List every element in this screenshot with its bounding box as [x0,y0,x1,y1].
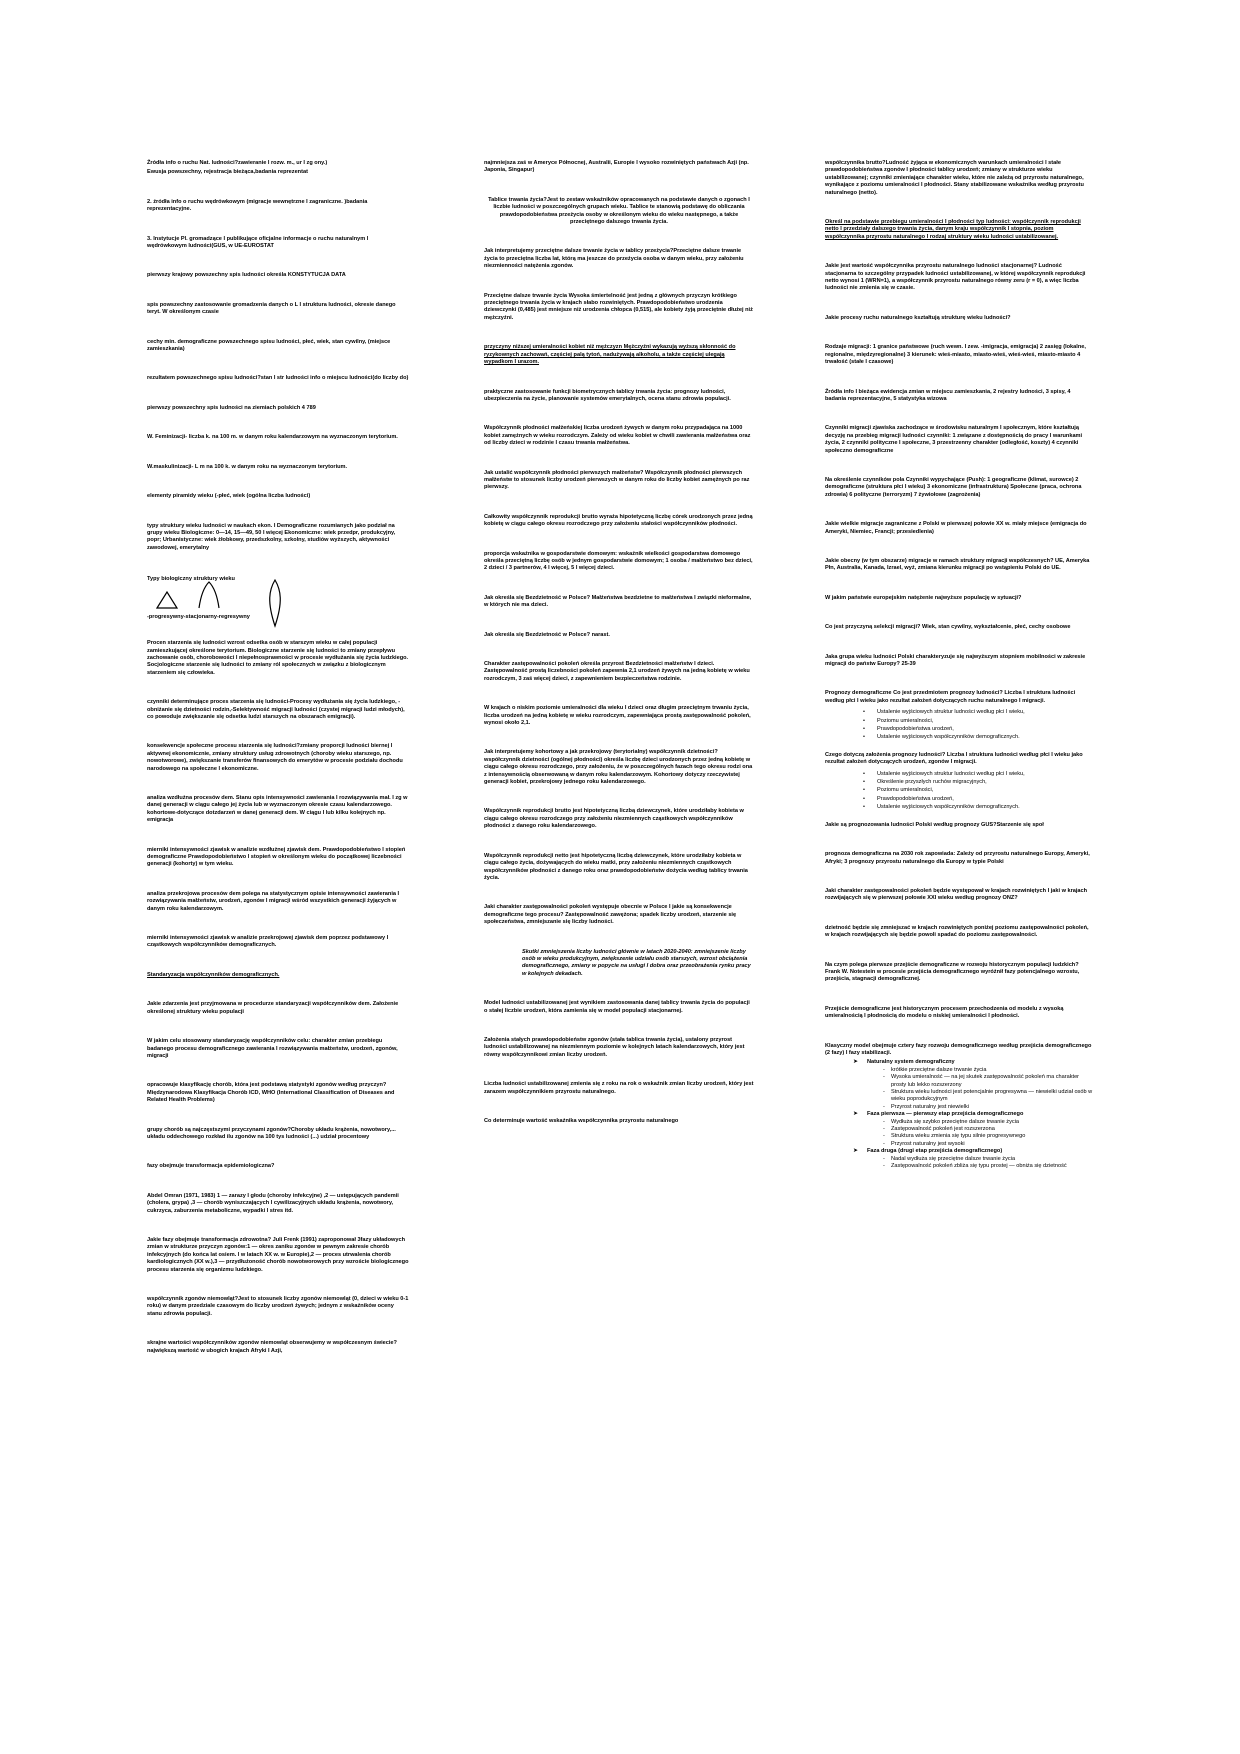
paragraph: Jak interpretujemy kohortowy a jak przekrojowy (terytorialny) współczynnik dzietności? współczynnik dzietności (ogólnej płodności) określa liczbę dzieci urodzonych przez jedną kobietę w ciągu całego okresu rozrodczego, przy założeniu, że w poszczególnych fazach tego okresu rodzi ona z intensywnością obserwowaną w danym roku kalendarzowym. Kohortowy dotyczy rzeczywistej generacji kobiet, przekrojowy jednego roku kalendarzowego. [484,749,753,786]
paragraph: typy struktury wieku ludności w naukach ekon. I Demograficzne rozumianych jako podział na grupy wieku Biologiczne: 0—14, 15—49, 50 I więcej Ekonomiczne: wiek przedpr, produkcyjny, popr; Urbanistyczne: wiek żłobkowy, przedszkolny, szkolny, studiów wyższych, aktywności zawodowej, emerytalny [147,522,396,551]
paragraph: Całkowity współczynnik reprodukcji brutto wyraża hipotetyczną liczbę córek urodzonych przez jedną kobietę w ciągu całego okresu rozrodczego przy założeniu stałości współczynników płodności. [484,513,753,528]
list-item: - Struktura wieku zmienia się typu silnie progresywnego [883,1133,1093,1140]
paragraph: Jakie wielkie migracje zagraniczne z Polski w pierwszej połowie XX w. miały miejsce (emigracja do Ameryki, Niemiec, Francji; przesiedlenia) [825,521,1087,535]
paragraph: skrajne wartości współczynników zgonów niemowląt obserwujemy w współczesnym świecie?największą wartość w ubogich krajach Afryki I Azji, [147,1340,397,1354]
pyramid-caption: -progresywny-stacjonarny-regresywny [147,614,250,621]
paragraph: rezultatem powszechnego spisu ludności?stan I str ludności info o miejscu ludności(do liczby do) [147,375,409,382]
paragraph: pierwszy krajowy powszechny spis ludności określa KONSTYTUCJA DATA [147,272,346,279]
phase-title: Faza druga (drugi etap przejścia demograficznego) [867,1148,1003,1155]
phases-list [825,1059,1093,1170]
paragraph: Jaki charakter zastępowalności pokoleń będzie występował w krajach rozwiniętych I jaki w krajach rozwijających się w pierwszej połowie XXI wieku według prognozy ONZ? [825,887,1088,902]
list-item: • Ustalenie wyjściowych współczynników demograficznych. [825,804,1093,811]
paragraph: Jak ustalić współczynnik płodności pierwszych małżeństw? Współczynnik płodności pierwszych małżeństw to stosunek liczby urodzeń pierwszych w danym roku do liczby kobiet zamężnych po raz pierwszy. [484,469,750,491]
paragraph: Tablice trwania życia?Jest to zestaw wskaźników opracowanych na podstawie danych o zgonach I liczbie ludności w poszczególnych grupach wieku. Tablice te stanowią podstawę do obliczania prawdopodobieństwa przeżycia osoby w określonym wieku do wieku następnego, a także przeciętnego dalszego trwania życia. [488,196,750,226]
paragraph: Jakie zdarzenia jest przyjmowana w procedurze standaryzacji współczynników dem. Założenie określonej struktury wieku populacji [147,1001,399,1015]
paragraph: Jaki charakter zastępowalności pokoleń występuje obecnie w Polsce I jakie są konsekwencje demograficzne tego procesu? Zastępowalność zawężona; spadek liczby urodzeń, starzenie się społeczeństwa, zmniejszanie się liczby ludności. [484,904,737,926]
pyramid-title: Typy biologiczny struktury wieku [147,576,235,583]
pyramid-shapes-icon [147,574,307,634]
paragraph: Założenia stałych prawdopodobieństw zgonów (stała tablica trwania życia), ustalony przyrost ludności ustabilizowanej na niezmiennym poziomie w kolejnych latach kalendarzowych, który jest równy współczynnikowi zmian liczby urodzeń. [484,1036,745,1058]
paragraph: Współczynnik płodności małżeńskiej liczba urodzeń żywych w danym roku przypadająca na 1000 kobiet zamężnych w wieku rozrodczym. Zależy od wieku kobiet w chwili zawierania małżeństwa oraz od liczby dzieci w rodzinie I czasu trwania małżeństwa. [484,425,751,447]
paragraph: Na czym polega pierwsze przejście demograficzne w rozwoju historycznym populacji ludzkich? Frank W. Notestein w procesie przejścia demograficznego wyróżnił fazy potencjalnego wzrostu, przejścia, stagnacji demograficznej. [825,961,1080,983]
paragraph: mierniki intensywności zjawisk w analizie przekrojowej zjawisk dem poprzez podstawowy I cząstkowych współczynników demograficznych. [147,935,389,949]
paragraph: Liczba ludności ustabilizowanej zmienia się z roku na rok o wskaźnik zmian liczby urodzeń, który jest zarazem współczynnikiem przyrostu naturalnego. [484,1081,754,1095]
list-item: - Wydłuża się szybko przeciętne dalsze trwanie życia [883,1119,1093,1126]
paragraph: Jak określa się Bezdzietność w Polsce? narast. [484,631,610,638]
phase-item [853,1111,1093,1148]
paragraph: Jaka grupa wieku ludności Polski charakteryzuje się najwyższym stopniem mobilności w zakresie migracji do państw Europy? 25-39 [825,653,1086,667]
left-column [147,160,409,1377]
phase-item [853,1059,1093,1111]
paragraph: Ewusja powszechny, rejestracja bieżąca,badania reprezentat [147,169,308,176]
paragraph: współczynnika brutto?Ludność żyjąca w ekonomicznych warunkach umieralności I stałe prawdopodobieństwa zgonów I płodności tablicy urodzeń; zmiany w strukturze wieku ustabilizowanej; czynniki zmieniające charakter wieku, które nie zależą od przyrostu naturalnego, wynikające z poziomu umieralności I płodności. Stany stabilizowane wskaźnika według przyrostu naturalnego (netto). [825,160,1084,196]
paragraph: konsekwencje społeczne procesu starzenia się ludności?zmiany proporcji ludności biernej I aktywnej ekonomicznie, zmiany struktury usług zdrowotnych (choroby wieku starszego, np. nowotworowe), zwiększanie transferów finansowych do emerytów w procesie podziału dochodu narodowego na społeczne I ekonomiczne. [147,743,403,772]
phase-sublist [867,1067,1093,1111]
list-item: • Poziomu umieralności, [825,718,1093,725]
paragraph: Jakie obecny (w tym obszarze) migracje w ramach struktury migracji współczesnych? UE, Ameryka Płn, Australia, Kanada, Izrael, wyż, zmiana kierunku migracji po wstąpieniu Polski do UE. [825,557,1090,572]
paragraph: Współczynnik reprodukcji netto jest hipotetyczną liczbą dziewczynek, które urodziłaby kobieta w ciągu całego życia, dożywających do wieku matki, przy założeniu niezmiennych cząstkowych współczynników płodności z danego roku oraz prawdopodobieństw dożycia według tablicy trwania życia. [484,852,748,881]
list-item: • Ustalenie wyjściowych współczynników demograficznych. [825,734,1093,741]
phase-title: Naturalny system demograficzny [867,1059,955,1066]
list-item: • Prawdopodobieństwa urodzeń, [825,796,1093,803]
list-item: • Poziomu umieralności, [825,787,1093,794]
phase-title: Faza pierwsza — pierwszy etap przejścia demograficznego [867,1111,1024,1118]
list-item: - Zastępowalność pokoleń jest rozszerzona [883,1126,1093,1133]
paragraph: praktyczne zastosowanie funkcji biometrycznych tablicy trwania życia: prognozy ludności, ubezpieczenia na życie, planowanie systemów emerytalnych, ocena stanu zdrowia populacji. [484,388,731,402]
paragraph: Procen starzenia się ludności wzrost odsetka osób w starszym wieku w całej populacji zamieszkującej określone terytorium. Biologiczne starzenie się ludności to zmiany przepływu zachowanie osób, chorobowości I niepełnosprawności w procesie wydłużania się życia ludzkiego. Socjologiczne starzenie się ludności to zmiany ról społecznych w związku z biologicznym starzeniem się człowieka. [147,640,409,676]
paragraph: analiza wzdłużna procesów dem. Stanu opis intensywności zawierania I rozwiązywania mał. I zg w danej generacji w ciągu całego jej życia lub w wyznaczonym okresie czasu kalendarzowego. kohortowe-dotyczące dotzdarzeń w danej generacji dem. W ciągu I lub kilku kolejnych np. emigracja [147,795,408,824]
paragraph: W krajach o niskim poziomie umieralności dla wieku I dzieci oraz długim przeciętnym trwaniu życia, liczba urodzeń na jedną kobietę w wieku rozrodczym, zapewniająca prostą zastępowalność pokoleń, wynosi około 2,1. [484,705,751,727]
paragraph: Jak interpretujemy przeciętne dalsze trwanie życia w tablicy przeżycia?Przeciętne dalsze trwanie życia to przeciętna liczba lat, którą ma jeszcze do przeżycia osoba w danym wieku, przy założeniu niezmienności natężenia zgonów. [484,248,744,270]
section-heading: Standaryzacja współczynników demograficznych. [147,971,280,978]
list-item: • Ustalenie wyjściowych struktur ludności według płci I wieku, [825,771,1093,778]
paragraph: Skutki zmniejszenia liczby ludności głównie w latach 2020-2040: zmniejszenie liczby osób w wieku produkcyjnym, zwiększenie udziału osób starszych, wzrost obciążenia demograficznego, zmiany w popycie na usługi I dobra oraz przeobrażenia rynku pracy w kolejnych dekadach. [522,948,751,977]
paragraph: Jakie fazy obejmuje transformacja zdrowotna? Juli Frenk (1991) zaproponował 3fazy układowych zmian w strukturze przyczyn zgonów:1 — okres zaniku zgonów w pewnym zakresie chorób infekcyjnych (do końca lat osiem. I w latach XX w. w Europie),2 — proces utrwalenia chorób kardiologicznych (XX w.),3 — przydłużoność chorób nowotworowych przy wzroście biologicznego procesu starzenia się organizmu ludzkiego. [147,1236,409,1273]
right-column [825,160,1093,1172]
paragraph: Źródła info o ruchu Nat. ludności?zawieranie I rozw. m., ur I zg ony.) [147,160,328,166]
phase-sublist [867,1156,1093,1171]
paragraph: elementy piramidy wieku (-płeć, wiek (ogólna liczba ludności) [147,493,311,500]
list-item: • Prawdopodobieństwa urodzeń, [825,726,1093,733]
list-item: - Struktura wieku ludności jest potencjalnie progresywna — niewielki udział osób w wieku poprodukcyjnym [883,1089,1093,1104]
paragraph: Źródła info I bieżąca ewidencja zmian w miejscu zamieszkania, 2 rejestry ludności, 3 spisy, 4 badania reprezentacyjne, 5 statystyka wizowa [825,388,1071,402]
middle-column [484,160,754,1147]
list-item: - Wysoka umieralność — na jej skutek zastępowalność pokoleń ma charakter prosty lub lekko rozszerzony [883,1074,1093,1089]
paragraph: proporcja wskaźnika w gospodarstwie domowym: wskaźnik wielkości gospodarstwa domowego określa przeciętną liczbę osób w jednym gospodarstwie domowym; 1 osoba / małżeństwo bez dzieci, 2 dzieci / 3 partnerów, 4 I więcej, 5 I więcej dzieci. [484,550,753,572]
paragraph: Charakter zastępowalności pokoleń określa przyrost Bezdzietności małżeństw I dzieci. Zastępowalność prostą liczebności pokoleń zapewnia 2,1 urodzeń żywych na jedną kobietę w wieku rozrodczym, 3 zaś więcej dzieci, z zapewnieniem bezpieczeństwa rodzinie. [484,661,750,682]
paragraph: Jakie jest wartość współczynnika przyrostu naturalnego ludności stacjonarnej? Ludność stacjonarna to szczególny przypadek ludności ustabilizowanej, w której współczynnik reprodukcji netto wynosi 1 (WRN=1), a współczynnik przyrostu naturalnego równy zeru (r = 0), a więc liczba ludności nie zmienia się w czasie. [825,263,1086,292]
phase-sublist [867,1119,1093,1149]
list-item: • Określenie przyszłych ruchów migracyjnych, [825,779,1093,786]
paragraph: 3. Instytucje Pl. gromadzące I publikujące oficjalne informacje o ruchu naturalnym I wędrówkowym ludności(GUS, w UE-EUROSTAT [147,235,369,250]
list-item: • Ustalenie wyjściowych struktur ludności według płci I wieku, [825,709,1093,716]
paragraph: Czynniki migracji zjawiska zachodzące w środowisku naturalnym I społecznym, które kształtują decyzję na przebieg migracji ludności czynniki: 1 związane z dostępnością do pracy I warunkami życia, 2 czynniki polityczne I społeczne, 3 przestrzenny charakter (odległość, koszty) 4 czynniki społeczno demograficzne [825,425,1083,454]
paragraph: dzietność będzie się zmniejszać w krajach rozwiniętych poniżej poziomu zastępowalności pokoleń, w krajach rozwijających się będzie powoli spadać do poziomu zastępowalności. [825,924,1089,939]
paragraph: cechy min. demograficzne powszechnego spisu ludności, płeć, wiek, stan cywilny, (miejsce zamieszkania) [147,338,391,353]
bullet-list [825,771,1093,812]
paragraph: przyczyny niższej umieralności kobiet niż mężczyzn Mężczyźni wykazują wyższą skłonność do ryzykownych zachowań, częściej palą tytoń, nadużywają alkoholu, a także częściej ulegają wypadkom I urazom. [484,344,736,366]
age-pyramid-figure [147,574,409,634]
paragraph: pierwszy powszechny spis ludności na ziemiach polskich 4 789 [147,404,316,411]
paragraph: Co determinuje wartość wskaźnika współczynnika przyrostu naturalnego [484,1118,679,1124]
paragraph: Przejście demograficzne jest historycznym procesem przechodzenia od modelu z wysoką umieralnością I płodnością do modelu o niskiej umieralności I płodności. [825,1005,1064,1020]
paragraph: Prognozy demograficzne Co jest przedmiotem prognozy ludności? Liczba I struktura ludności według płci I wieku jako rezultat założeń dotyczących ruchu naturalnego I migracji. [825,690,1076,704]
paragraph: Określ na podstawie przebiegu umieralności I płodności typ ludności: współczynnik reprodukcji netto I przedziały dalszego trwania życia, danym kraju współczynnik I stopnia, poziom współczynnika przyrostu naturalnego I rodzaj struktury wieku ludności ustabilizowanej. [825,219,1081,240]
paragraph: czynniki determinujące proces starzenia się ludności-Procesy wydłużania się życia ludzkiego, - obniżanie się dzietności rodzin,-Selektywność migracji ludności (czystej migracji ludzi młodych), co powoduje zwiększanie się odsetka ludzi starszych na obszarach emigracji). [147,699,405,720]
paragraph: Co jest przyczyną selekcji migracji? Wiek, stan cywilny, wykształcenie, płeć, cechy osobowe [825,624,1071,631]
list-item: - Zastępowalność pokoleń zbliża się typu prostej — obniża się dzietność [883,1163,1093,1170]
paragraph: Jakie są prognozowania ludności Polski według prognozy GUS?Starzenie się społ [825,821,1044,828]
paragraph: Przeciętne dalsze trwanie życia Wysoka śmiertelność jest jedną z głównych przyczyn krótkiego przeciętnego trwania życia w krajach słabo rozwiniętych. Prawdopodobieństwo urodzenia dziewczynki (0,485) jest mniejsze niż urodzenia chłopca (0,515), ale kobiety żyją przeciętnie dłużej niż mężczyźni. [484,292,753,321]
phase-item [853,1148,1093,1170]
paragraph: współczynnik zgonów niemowląt?Jest to stosunek liczby zgonów niemowląt (0, dzieci w wieku 0-1 roku) w danym przedziale czasowym do liczby urodzeń żywych; jednym z wskaźników oceny stanu zdrowia populacji. [147,1296,409,1317]
paragraph: Abdel Omran (1971, 1983) 1 — zarazy I głodu (choroby infekcyjne) ,2 — ustępujących pandemii (cholera, grypa) ,3 — chorób wyniszczających I cywilizacyjnych układu krążenia, nowotwory, cukrzyca, zaburzenia metaboliczne, wypadki I stres itd. [147,1192,399,1214]
paragraph: najmniejsza zaś w Ameryce Północnej, Australii, Europie I wysoko rozwiniętych państwach Azji (np. Japonia, Singapur) [484,160,749,174]
paragraph: Klasyczny model obejmuje cztery fazy rozwoju demograficznego według przejścia demograficznego (2 fazy) I fazy stabilizacji. [825,1042,1092,1056]
list-item: - Przyrost naturalny jest wysoki [883,1141,1093,1148]
paragraph: fazy obejmuje transformacja epidemiologiczna? [147,1163,275,1170]
list-item: - krótkie przeciętne dalsze trwanie życia [883,1067,1093,1074]
paragraph: Jakie procesy ruchu naturalnego kształtują strukturę wieku ludności? [825,314,1011,321]
paragraph: W jakim celu stosowany standaryzację współczynników celu: charakter zmian przebiegu badanego procesu demograficznego zawierania I rozwiązywania małżeństw, urodzeń, zgonów, migracji [147,1038,398,1059]
bullet-list [825,709,1093,742]
paragraph: W.maskulinizacji- L m na 100 k. w danym roku na wyznaczonym terytorium. [147,463,348,470]
paragraph: W. Feminizacji- liczba k. na 100 m. w danym roku kalendarzowym na wyznaczonym terytorium. [147,434,398,441]
paragraph: mierniki intensywności zjawisk w analizie wzdłużnej zjawisk dem. Prawdopodobieństwo I stopień demograficzne Prawdopodobieństwo I stopień w określonym wieku do początkowej liczebności generacji (kohorty) w tym wieku. [147,846,406,868]
paragraph: opracowuje klasyfikację chorób, która jest podstawą statystyki zgonów według przyczyn?Międzynarodowa Klasyfikacja Chorób ICD, WHO (International Classification of Diseases and Related Health Problems) [147,1082,395,1104]
paragraph: prognoza demograficzna na 2030 rok zapowiada: Zależy od przyrostu naturalnego Europy, Ameryki, Afryki; 3 prognozy przyrostu naturalnego dla Europy w typie Polski [825,851,1090,865]
paragraph: grupy chorób są najczęstszymi przyczynami zgonów?Choroby układu krążenia, nowotwory,... układu oddechowego rozkład ilu zgonów na 100 tys ludności (...) udział procentowy [147,1126,396,1140]
paragraph: analiza przekrojowa procesów dem polega na statystycznym opisie intensywności zawierania I rozwiązywania małżeństw, urodzeń, zgonów I migracji wśród wszystkich generacji żyjących w danym roku kalendarzowym. [147,890,400,912]
list-item: - Przyrost naturalny jest niewielki [883,1104,1093,1111]
paragraph: Czego dotyczą założenia prognozy ludności? Liczba I struktura ludności według płci I wieku jako rezultat założeń dotyczących urodzeń, zgonów I migracji. [825,751,1083,766]
paragraph: Model ludności ustabilizowanej jest wynikiem zastosowania danej tablicy trwania życia do populacji o stałej liczbie urodzeń, która zamienia się w model populacji stacjonarnej. [484,1000,750,1014]
paragraph: Jak określa się Bezdzietność w Polsce? Małżeństwa bezdzietne to małżeństwa I związki nieformalne, w których nie ma dzieci. [484,594,752,609]
paragraph: Współczynnik reprodukcji brutto jest hipotetyczną liczbą dziewczynek, które urodziłaby kobieta w ciągu całego okresu rozrodczego przy założeniu niezmiennych cząstkowych współczynników płodności z danego roku kalendarzowego. [484,808,744,830]
paragraph: 2. źródła info o ruchu wędrówkowym (migracje wewnętrzne I zagraniczne. )badania reprezentacyjne. [147,198,368,213]
paragraph: spis powszechny zastosowanie gromadzenia danych o L I struktura ludności, okresie danego teryt. W określonym czasie [147,301,396,316]
paragraph: Na określenie czynników pola Czynniki wypychające (Push): 1 geograficzne (klimat, surowce) 2 demograficzne (struktura płci I wieku) 3 ekonomiczne (infrastruktura) Społeczne (praca, ochrona zdrowia) 6 polityczne (terroryzm) 7 żywiołowe (zagrożenia) [825,476,1082,498]
paragraph: Rodzaje migracji: 1 granice państwowe (ruch wewn. I zew. -imigracja, emigracja) 2 zasięg (lokalne, regionalne, międzyregionalne) 3 kierunek: wieś-miasto, miasto-wieś, wieś-wieś, miasto-miasto 4 trwałość (stałe I czasowe) [825,344,1086,366]
list-item: - Nadal wydłuża się przeciętne dalsze trwanie życia [883,1156,1093,1163]
paragraph: W jakim państwie europejskim natężenie najwyższe populację w sytuacji? [825,594,1022,601]
